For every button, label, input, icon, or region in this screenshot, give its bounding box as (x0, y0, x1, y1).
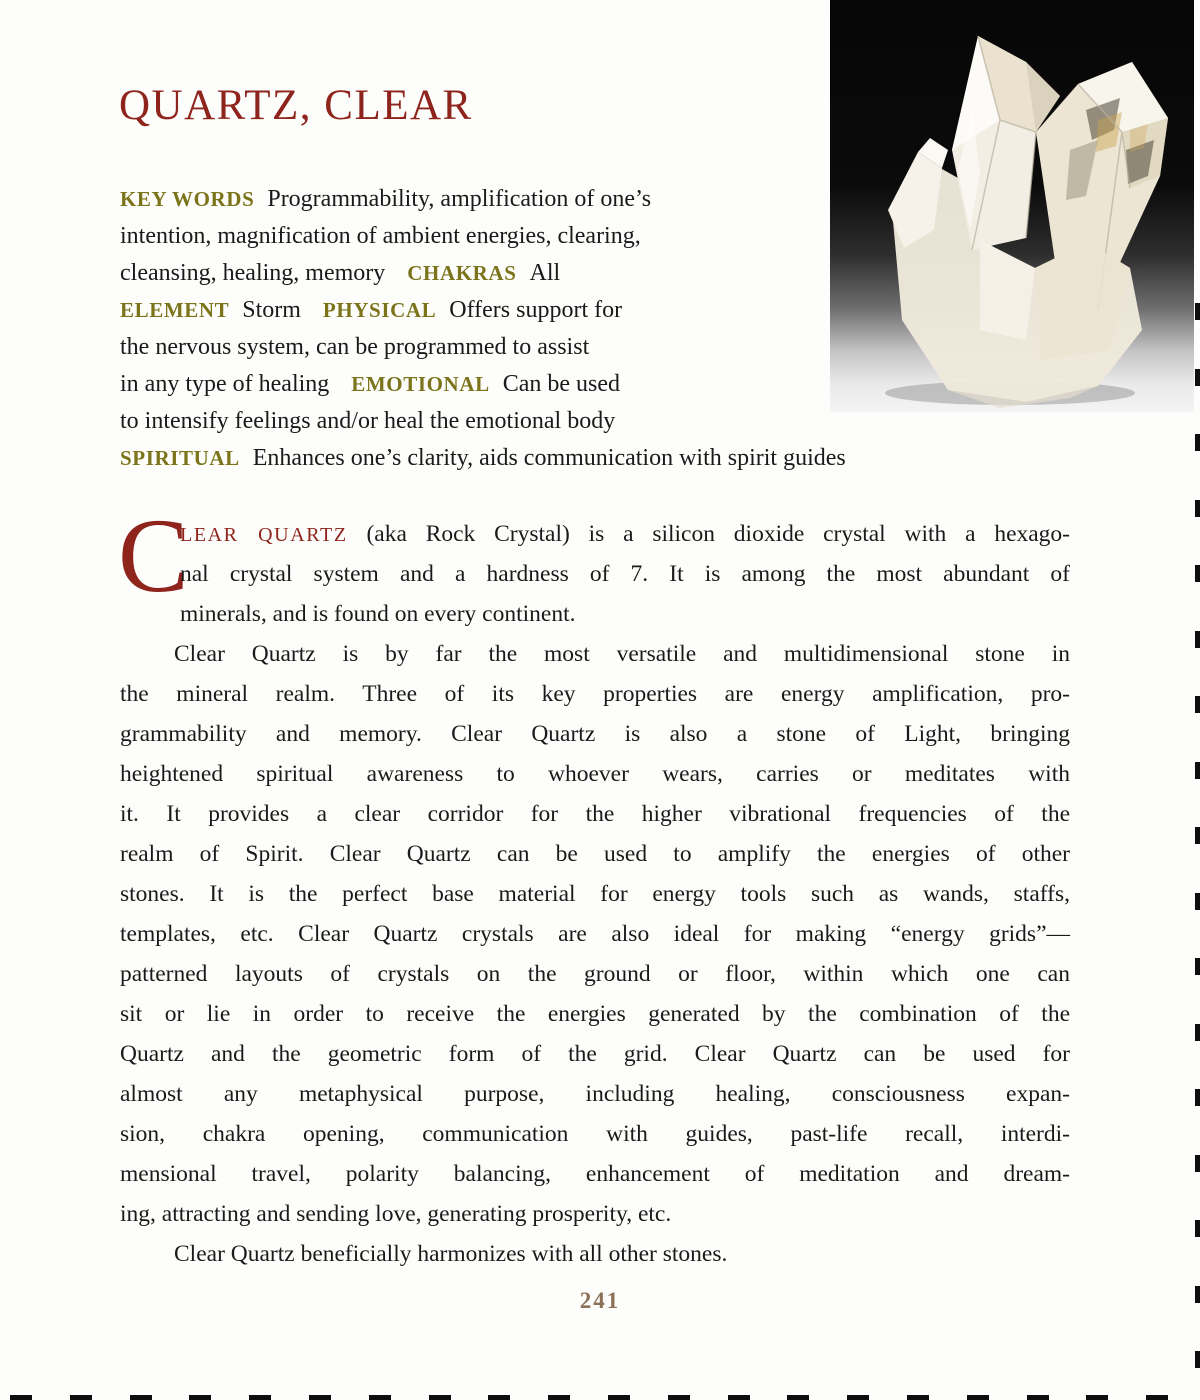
body-line-text: almost any metaphysical purpose, including healing, consciousness expan- (120, 1081, 1070, 1107)
drop-cap: C (118, 497, 189, 614)
body-line (120, 1234, 1070, 1274)
keyword-text: Offers support for (449, 297, 623, 323)
keyword-line (120, 181, 846, 218)
body-line-text: nal crystal system and a hardness of 7. It is among the most abundant of (180, 561, 1070, 587)
page-edge-dash (130, 1395, 152, 1400)
body-line-text: (aka Rock Crystal) is a silicon dioxide crystal with a hexago- (366, 521, 1071, 547)
page-edge-dash (1146, 1395, 1168, 1400)
page-edge-tick (1195, 631, 1200, 648)
body-line (120, 1154, 1070, 1194)
body-line (120, 914, 1070, 954)
body-line-text: grammability and memory. Clear Quartz is also a stone of Light, bringing (120, 721, 1070, 747)
page-edge-dash (907, 1395, 929, 1400)
page-edge-tick (1195, 1351, 1200, 1368)
body-line (120, 794, 1070, 834)
body-line (120, 1074, 1070, 1114)
body-line-text: the mineral realm. Three of its key properties are energy amplification, pro- (120, 681, 1070, 707)
page-edge-tick (1195, 958, 1200, 975)
body-line (120, 1194, 1070, 1234)
body-line-text: Clear Quartz is by far the most versatile and multidimensional stone in (174, 641, 1070, 667)
keyword-text: in any type of healing (120, 371, 330, 397)
page-edge-tick (1195, 827, 1200, 844)
page-number: 241 (579, 1288, 621, 1313)
page-edge-dash (1027, 1395, 1049, 1400)
keyword-label: PHYSICAL (322, 298, 437, 322)
keyword-line (120, 440, 846, 477)
body-line (120, 1034, 1070, 1074)
body-line-text: sion, chakra opening, communication with guides, past-life recall, interdi- (120, 1121, 1070, 1147)
body-line (120, 874, 1070, 914)
page-edge-dash (548, 1395, 570, 1400)
body-line (120, 994, 1070, 1034)
page-edge-dash (369, 1395, 391, 1400)
page-edge-tick (1195, 369, 1200, 386)
page-edge-tick (1195, 500, 1200, 517)
page-edge-dash (249, 1395, 271, 1400)
page-edge-tick (1195, 893, 1200, 910)
page-edge-tick (1195, 696, 1200, 713)
lead-in-small-caps: LEAR QUARTZ (180, 524, 348, 546)
paragraph (120, 634, 1070, 1234)
page-edge-dash (10, 1395, 32, 1400)
body-line-text: mensional travel, polarity balancing, enhancement of meditation and dream- (120, 1161, 1070, 1187)
keyword-label: CHAKRAS (407, 261, 517, 285)
page-edge-dash (668, 1395, 690, 1400)
keyword-line (120, 292, 846, 329)
page-edge-dash (488, 1395, 510, 1400)
body-line (120, 514, 1070, 554)
keyword-label: KEY WORDS (120, 187, 255, 211)
page-edge-tick (1195, 1089, 1200, 1106)
body-line-text: sit or lie in order to receive the energies generated by the combination of the (120, 1001, 1070, 1027)
body-line-text: Clear Quartz beneficially harmonizes with all other stones. (174, 1241, 728, 1267)
page-edge-dash (847, 1395, 869, 1400)
page-edge-tick (1195, 434, 1200, 451)
paragraph (118, 497, 1071, 634)
page-edge-dash (309, 1395, 331, 1400)
body-line-text: minerals, and is found on every continent. (180, 601, 576, 627)
page-edge-tick (1195, 1024, 1200, 1041)
paragraph (120, 1234, 1070, 1274)
keyword-text: Can be used (502, 371, 621, 397)
body-line-text: templates, etc. Clear Quartz crystals are also ideal for making “energy grids”— (120, 921, 1070, 947)
keywords-block (120, 181, 846, 477)
body-line-text: ing, attracting and sending love, generating prosperity, etc. (120, 1201, 672, 1227)
keyword-text: Storm (242, 297, 301, 323)
body-line (120, 554, 1070, 594)
page-edge-dash (70, 1395, 92, 1400)
body-line-text: Quartz and the geometric form of the grid. Clear Quartz can be used for (120, 1041, 1070, 1067)
body-line (120, 754, 1070, 794)
page-edge-dash (728, 1395, 750, 1400)
keyword-line (120, 403, 846, 440)
keyword-label: ELEMENT (120, 298, 230, 322)
body-line-text: it. It provides a clear corridor for the higher vibrational frequencies of the (120, 801, 1070, 827)
page-edge-tick (1195, 762, 1200, 779)
keyword-line (120, 218, 846, 255)
quartz-crystal-illustration (830, 0, 1194, 412)
keyword-label: EMOTIONAL (351, 372, 490, 396)
body-line-text: realm of Spirit. Clear Quartz can be used to amplify the energies of other (120, 841, 1070, 867)
page-edge-dash (1086, 1395, 1108, 1400)
keyword-text: Enhances one’s clarity, aids communication with spirit guides (252, 445, 846, 471)
keyword-text: to intensify feelings and/or heal the emotional body (120, 408, 616, 434)
page-edge-dash (967, 1395, 989, 1400)
keyword-text: Programmability, amplification of one’s (267, 186, 652, 212)
body-line-text: stones. It is the perfect base material for energy tools such as wands, staffs, (120, 881, 1070, 907)
keyword-line (120, 255, 846, 292)
crystal-photo (830, 0, 1194, 412)
body-line (120, 954, 1070, 994)
keyword-text: the nervous system, can be programmed to assist (120, 334, 590, 360)
page-title: QUARTZ, CLEAR (119, 82, 473, 129)
page-edge-tick (1195, 1286, 1200, 1303)
page-edge-tick (1195, 565, 1200, 582)
keyword-line (120, 366, 846, 403)
body-line (120, 594, 1070, 634)
article-body (118, 497, 1071, 1274)
body-line (120, 1114, 1070, 1154)
keyword-text: cleansing, healing, memory (120, 260, 386, 286)
body-line (120, 674, 1070, 714)
body-line-text: heightened spiritual awareness to whoever wears, carries or meditates with (120, 761, 1070, 787)
page-edge-tick (1195, 1155, 1200, 1172)
keyword-text: intention, magnification of ambient energies, clearing, (120, 223, 641, 249)
page-edge-dash (787, 1395, 809, 1400)
body-line-text: patterned layouts of crystals on the ground or floor, within which one can (120, 961, 1070, 987)
page-edge-tick (1195, 1220, 1200, 1237)
keyword-text: All (529, 260, 561, 286)
body-line (120, 834, 1070, 874)
page-edge-dash (189, 1395, 211, 1400)
body-line (120, 714, 1070, 754)
keyword-line (120, 329, 846, 366)
page-edge-dash (608, 1395, 630, 1400)
keyword-label: SPIRITUAL (120, 446, 240, 470)
page-edge-tick (1195, 303, 1200, 320)
page-edge-dash (429, 1395, 451, 1400)
body-line (120, 634, 1070, 674)
